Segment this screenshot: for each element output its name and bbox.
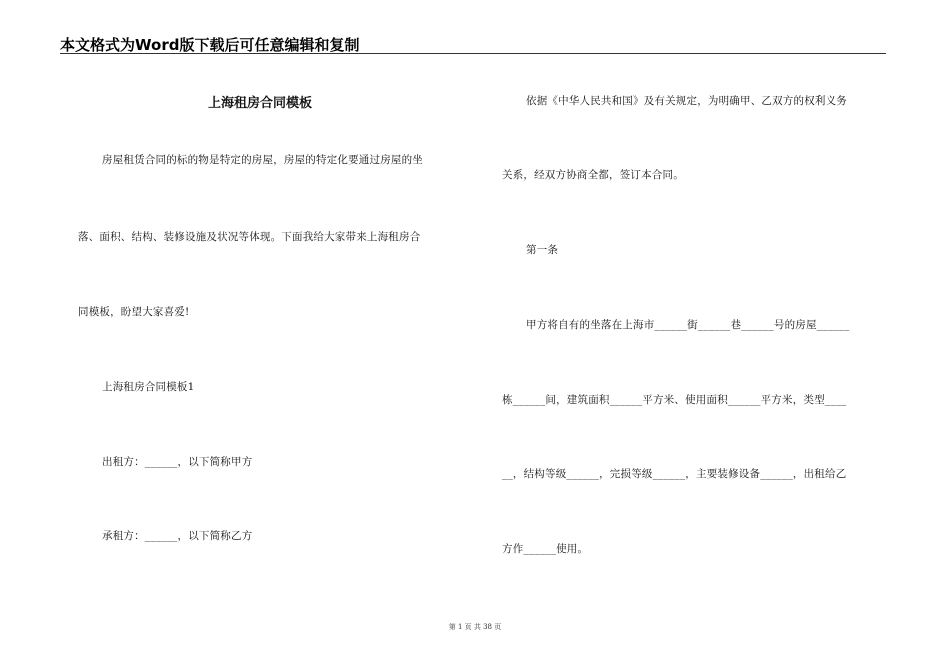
article-heading: 第一条 <box>526 244 559 256</box>
left-paragraph-line-3: 同模板，盼望大家喜爱! <box>78 306 190 318</box>
right-paragraph-line-1: 依据《中华人民共和国》及有关规定，为明确甲、乙双方的权利义务 <box>526 95 847 107</box>
lessee-line: 承租方：______，以下简称乙方 <box>102 530 253 542</box>
download-notice-banner: 本文格式为Word版下载后可任意编辑和复制 <box>60 36 360 54</box>
banner-divider <box>60 53 886 54</box>
left-paragraph-line-2: 落、面积、结构、装修设施及状况等体现。下面我给大家带来上海租房合 <box>78 231 421 243</box>
article-text-line-3: __，结构等级______，完损等级______，主要装修设备______，出租给乙 <box>502 468 847 480</box>
lessor-line: 出租方：______，以下简称甲方 <box>102 456 253 468</box>
right-paragraph-line-2: 关系，经双方协商全都，签订本合同。 <box>502 169 684 181</box>
page-number: 第 1 页 共 38 页 <box>448 623 502 631</box>
left-paragraph-line-1: 房屋租赁合同的标的物是特定的房屋，房屋的特定化要通过房屋的坐 <box>102 154 423 166</box>
article-text-line-4: 方作______使用。 <box>502 543 589 555</box>
article-text-line-2: 栋______间，建筑面积______平方米、使用面积______平方米，类型____ <box>502 394 847 406</box>
document-title: 上海租房合同模板 <box>208 96 313 111</box>
article-text-line-1: 甲方将自有的坐落在上海市______街______巷______号的房屋______ <box>526 319 850 331</box>
contract-subtitle: 上海租房合同模板1 <box>102 381 195 393</box>
